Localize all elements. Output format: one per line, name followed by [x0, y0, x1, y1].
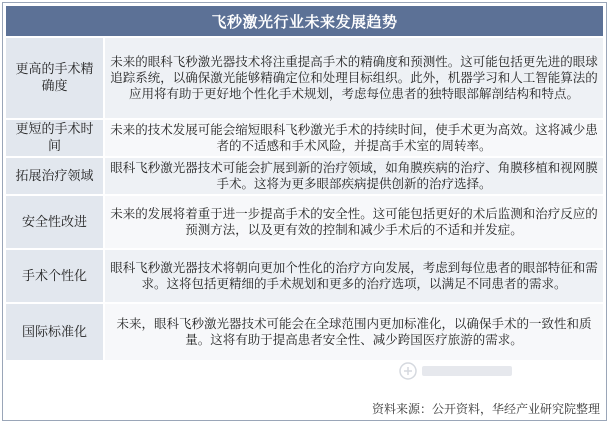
- row-label: 国际标准化: [6, 304, 103, 360]
- trend-table: [2, 2, 607, 421]
- row-description: 眼科飞秒激光器技术可能会扩展到新的治疗领域，如角膜疾病的治疗、角膜移植和视网膜手术。这将为更多眼部疾病提供创新的治疗选择。: [105, 158, 603, 194]
- row-label: 手术个性化: [6, 250, 103, 302]
- row-label: 更高的手术精确度: [6, 38, 103, 118]
- table-row: [6, 196, 603, 248]
- source-note: 资料来源：公开资料，华经产业研究院整理: [371, 402, 600, 416]
- table-row: [6, 304, 603, 360]
- row-label: 拓展治疗领域: [6, 158, 103, 194]
- row-description: 眼科飞秒激光器技术将朝向更加个性化的治疗方向发展，考虑到每位患者的眼部特征和需求。这将包括更精细的手术规划和更多的治疗选项，以满足不同患者的需求。: [105, 250, 603, 302]
- table-title: 飞秒激光行业未来发展趋势: [6, 6, 603, 36]
- row-description: 未来，眼科飞秒激光器技术可能会在全球范围内更加标准化，以确保手术的一致性和质量。这将有助于提高患者安全性、减少跨国医疗旅游的需求。: [105, 304, 603, 360]
- table-row: [6, 120, 603, 156]
- row-description: 未来的发展将着重于进一步提高手术的安全性。这可能包括更好的术后监测和治疗反应的预测方法，以及更有效的控制和减少手术后的不适和并发症。: [105, 196, 603, 248]
- row-label: 安全性改进: [6, 196, 103, 248]
- table-body: [6, 38, 603, 360]
- row-description: 未来的技术发展可能会缩短眼科飞秒激光手术的持续时间，使手术更为高效。这将减少患者的不适感和手术风险，并提高手术室的周转率。: [105, 120, 603, 156]
- row-description: 未来的眼科飞秒激光器技术将注重提高手术的精确度和预测性。这可能包括更先进的眼球追踪系统，以确保激光能够精确定位和处理目标组织。此外，机器学习和人工智能算法的应用将有助于更好地个性化手术规划，考虑每位患者的独特眼部解剖结构和特点。: [105, 38, 603, 118]
- row-label: 更短的手术时间: [6, 120, 103, 156]
- table-row: [6, 158, 603, 194]
- table-row: [6, 38, 603, 118]
- watermark-logo: [398, 360, 518, 382]
- table-row: [6, 250, 603, 302]
